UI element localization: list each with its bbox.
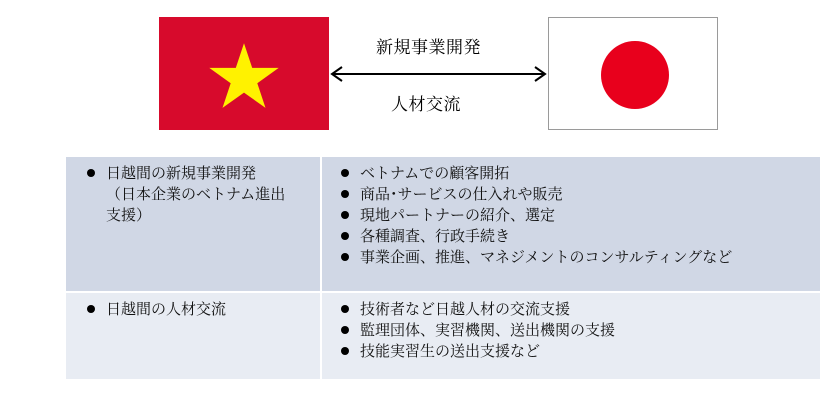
category-subtitle-line: 支援）: [106, 206, 152, 224]
bullet-icon: [87, 305, 95, 313]
double-headed-arrow-icon: [329, 64, 548, 84]
bullet-icon: [341, 190, 349, 198]
category-title: 日越間の人材交流: [106, 300, 227, 318]
list-item: [330, 299, 615, 320]
row-details-cell: [322, 293, 820, 379]
list-item: [330, 205, 732, 226]
list-item: [330, 226, 732, 247]
list-item-text: 技能実習生の送出支援など: [360, 342, 541, 360]
list-item: [330, 184, 732, 205]
list-item-text: 各種調査、行政手続き: [360, 227, 511, 245]
bullet-icon: [341, 169, 349, 177]
list-item: [330, 341, 615, 362]
japan-flag-svg: [549, 18, 717, 129]
japan-flag-icon: [548, 17, 718, 130]
details-list: [330, 299, 615, 362]
list-item-text: 現地パートナーの紹介、選定: [360, 206, 556, 224]
list-item-text: 監理団体、実習機関、送出機関の支援: [360, 321, 616, 339]
list-item-text: ベトナムでの顧客開拓: [360, 164, 510, 182]
bullet-icon: [341, 232, 349, 240]
table-row: [66, 157, 820, 291]
bullet-icon: [87, 169, 95, 177]
japan-flag-disc: [601, 41, 669, 109]
list-item-text: 商品･サービスの仕入れや販売: [360, 185, 563, 203]
list-item: [330, 320, 615, 341]
table-row: [66, 293, 820, 379]
category-list: [76, 163, 285, 226]
category-title: 日越間の新規事業開発: [106, 164, 257, 182]
details-list: [330, 163, 732, 268]
row-category-cell: [66, 293, 320, 379]
vietnam-flag-svg: [159, 17, 329, 130]
bullet-icon: [341, 347, 349, 355]
bullet-icon: [341, 326, 349, 334]
row-category-cell: [66, 157, 320, 291]
category-item: [76, 163, 285, 226]
category-list: [76, 299, 226, 320]
bullet-icon: [341, 305, 349, 313]
list-item: [330, 163, 732, 184]
double-arrow-svg: [329, 64, 548, 84]
list-item-text: 事業企画、推進、マネジメントのコンサルティングなど: [360, 248, 733, 266]
category-subtitle-line: （日本企業のベトナム進出: [106, 185, 286, 203]
label-human-resource-exchange: 人材交流: [391, 95, 461, 115]
label-new-business-development: 新規事業開発: [376, 38, 481, 58]
services-table: [66, 157, 820, 379]
bullet-icon: [341, 211, 349, 219]
row-details-cell: [322, 157, 820, 291]
list-item: [330, 247, 732, 268]
list-item-text: 技術者など日越人材の交流支援: [360, 300, 571, 318]
bullet-icon: [341, 253, 349, 261]
vietnam-flag-icon: [159, 17, 329, 130]
category-item: [76, 299, 226, 320]
